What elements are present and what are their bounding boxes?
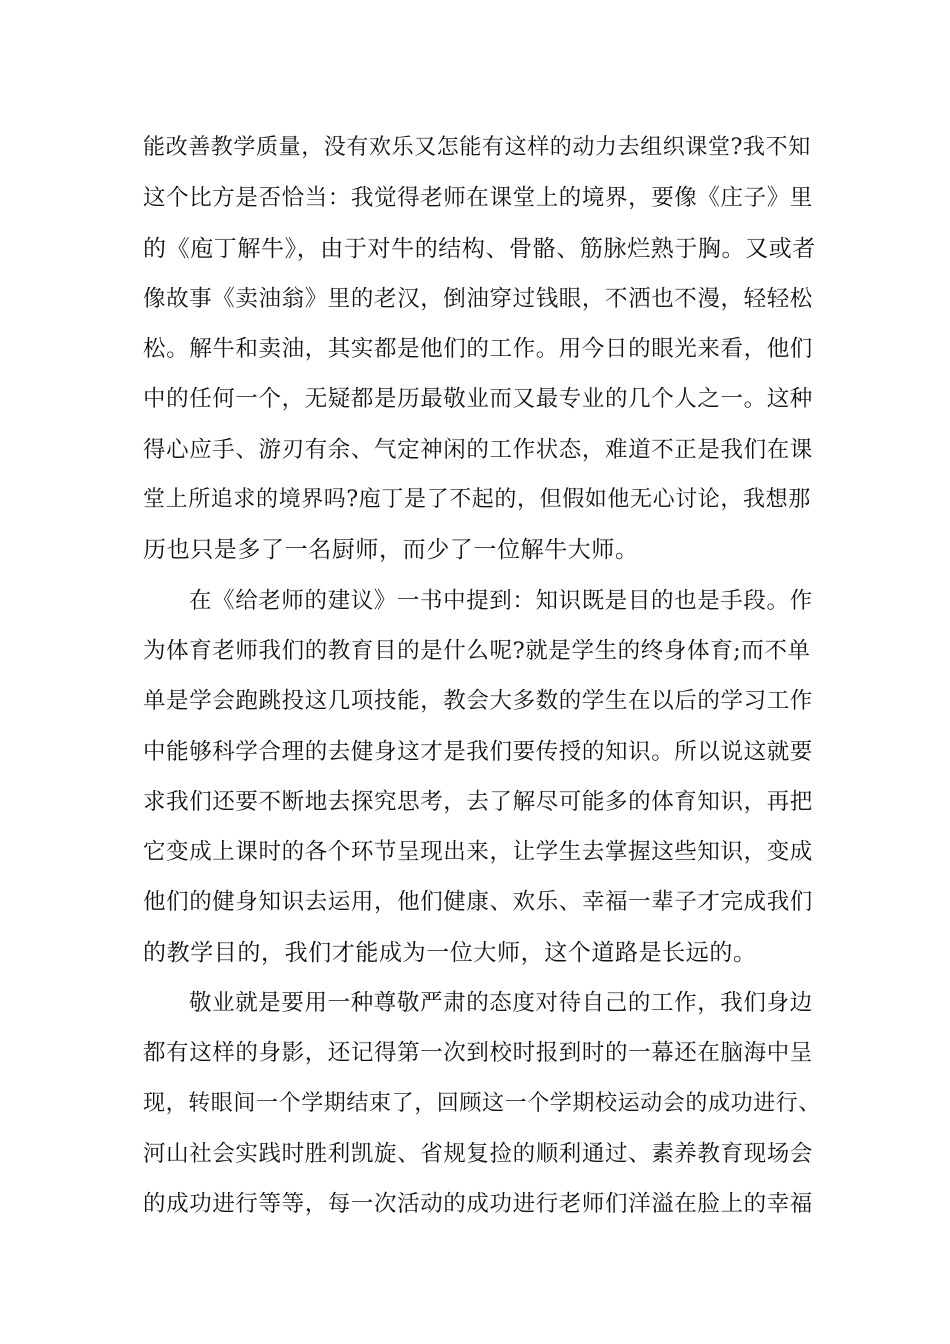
text-line: 中的任何一个，无疑都是历最敬业而又最专业的几个人之一。这种 bbox=[143, 386, 813, 413]
text-line: 河山社会实践时胜利凯旋、省规复捡的顺利通过、素养教育现场会 bbox=[143, 1140, 813, 1167]
text-line: 堂上所追求的境界吗?庖丁是了不起的，但假如他无心讨论，我想那 bbox=[143, 487, 811, 513]
text-line: 中能够科学合理的去健身这才是我们要传授的知识。所以说这就要 bbox=[143, 738, 813, 765]
text-line: 能改善教学质量，没有欢乐又怎能有这样的动力去组织课堂?我不知 bbox=[143, 135, 811, 160]
text-line: 为体育老师我们的教育目的是什么呢?就是学生的终身体育;而不单 bbox=[143, 637, 811, 664]
text-line: 都有这样的身影，还记得第一次到校时报到时的一幕还在脑海中呈 bbox=[143, 1040, 813, 1067]
text-line: 历也只是多了一名厨师，而少了一位解牛大师。 bbox=[143, 537, 639, 564]
paragraph-first-line: 敬业就是要用一种尊敬严肃的态度对待自己的工作，我们身边 bbox=[189, 990, 813, 1017]
text-line: 松。解牛和卖油，其实都是他们的工作。用今日的眼光来看，他们 bbox=[143, 336, 813, 363]
text-line: 的教学目的，我们才能成为一位大师，这个道路是长远的。 bbox=[143, 939, 757, 966]
text-line: 这个比方是否恰当：我觉得老师在课堂上的境界，要像《庄子》里 bbox=[143, 185, 813, 212]
text-line: 像故事《卖油翁》里的老汉，倒油穿过钱眼，不洒也不漫，轻轻松 bbox=[143, 285, 813, 312]
text-line: 他们的健身知识去运用，他们健康、欢乐、幸福一辈子才完成我们 bbox=[143, 889, 813, 916]
text-line: 得心应手、游刃有余、气定神闲的工作状态，难道不正是我们在课 bbox=[143, 436, 813, 463]
text-line: 单是学会跑跳投这几项技能，教会大多数的学生在以后的学习工作 bbox=[143, 688, 813, 715]
paragraph-first-line: 在《给老师的建议》一书中提到：知识既是目的也是手段。作 bbox=[189, 587, 813, 614]
text-line: 的《庖丁解牛》，由于对牛的结构、骨骼、筋脉烂熟于胸。又或者 bbox=[143, 235, 816, 262]
text-line: 的成功进行等等，每一次活动的成功进行老师们洋溢在脸上的幸福 bbox=[143, 1191, 813, 1218]
text-line: 现，转眼间一个学期结束了，回顾这一个学期校运动会的成功进行、 bbox=[143, 1090, 822, 1116]
text-line: 它变成上课时的各个环节呈现出来，让学生去掌握这些知识，变成 bbox=[143, 839, 813, 866]
text-line: 求我们还要不断地去探究思考，去了解尽可能多的体育知识，再把 bbox=[143, 788, 813, 815]
document-body bbox=[143, 123, 823, 1230]
